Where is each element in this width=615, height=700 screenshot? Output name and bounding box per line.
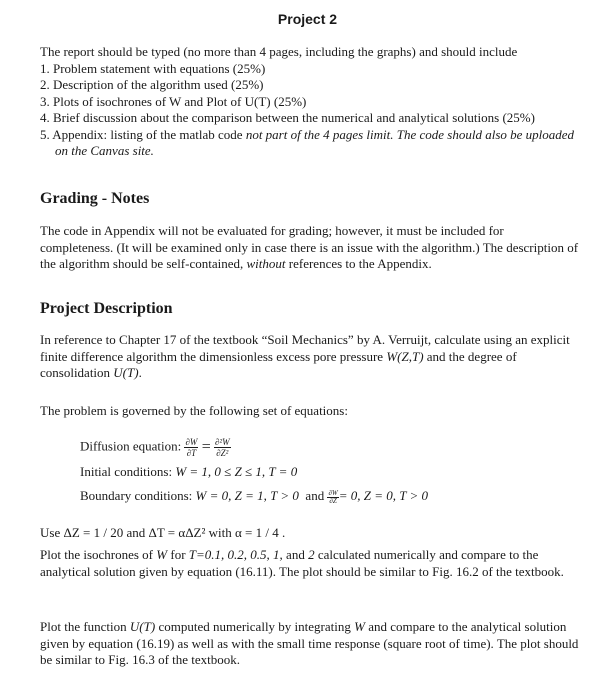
text: and	[282, 547, 309, 562]
text: calculated numerically and compare to the analytical solution given by equation (16.11). The plot should be similar to Fig. 16.2 of the textbook.	[40, 547, 564, 579]
description-paragraph	[40, 332, 580, 382]
list-item: 4. Brief discussion about the comparison between the numerical and analytical solutions (25%)	[40, 110, 535, 125]
grading-heading: Grading - Notes	[40, 190, 150, 207]
list-item: 3. Plots of isochrones of W and Plot of U(T) (25%)	[40, 93, 307, 109]
text: for	[167, 547, 189, 562]
text: 2	[308, 547, 315, 562]
text: and	[298, 488, 328, 503]
text: W	[156, 547, 168, 562]
text: The code in Appendix will not be evaluated for grading; however, it must be included for completeness. (It will be examined only in case there is an issue with the algorithm.) The description of the algorithm should be self-contained,	[40, 223, 579, 271]
text: U(T)	[113, 365, 139, 380]
text: Plot the function	[40, 619, 130, 634]
step-sizes: Use ΔZ = 1 / 20 and ΔT = αΔZ² with α = 1 / 4 .	[40, 525, 286, 540]
text: and the degree of consolidation	[40, 348, 517, 380]
fraction: $\frac{\partial W}{\partial T}$	[185, 437, 198, 458]
consolidation-paragraph	[40, 619, 580, 669]
fraction: $\frac{\partial W}{\partial Z}$	[328, 488, 338, 505]
text: references to the Appendix.	[285, 256, 432, 271]
description-heading: Project Description	[40, 300, 173, 317]
problem-intro: The problem is governed by the following set of equations:	[40, 403, 348, 418]
boundary-conditions	[80, 488, 428, 505]
requirements	[40, 44, 580, 160]
label: Boundary conditions:	[80, 488, 196, 503]
equation: W = 1, 0 ≤ Z ≤ 1, T = 0	[175, 464, 298, 479]
item-text: 5. Appendix: listing of the matlab code	[40, 126, 246, 142]
equation: = 0, Z = 0, T > 0	[338, 488, 429, 503]
text: W(Z,T)	[386, 348, 424, 364]
diffusion-equation: Diffusion equation: $\frac{\partial W}{\partial T}$ = $\frac{\text{∂²W}}{\text{∂Z²}}$	[80, 437, 230, 458]
page-title: Project 2	[277, 11, 338, 27]
initial-conditions	[80, 464, 297, 480]
text: computed numerically by integrating	[155, 619, 355, 634]
text: Plot the isochrones of	[40, 547, 157, 562]
text: .	[138, 365, 142, 380]
item-note: not part of the 4 pages limit. The code should also be uploaded on the Canvas site.	[55, 126, 575, 158]
grading-paragraph	[40, 223, 580, 273]
text: In reference to Chapter 17 of the textbook “Soil Mechanics” by A. Verruijt, calculate using an explicit finite difference algorithm the dimensionless excess pore pressure	[40, 332, 570, 364]
label: Diffusion equation:	[80, 438, 182, 454]
text: U(T)	[129, 619, 156, 634]
list-item	[40, 127, 580, 160]
text: and compare to the analytical solution given by equation (16.19) as well as with the small time response (square root of time). The plot should be similar to Fig. 16.3 of the textbook.	[40, 619, 579, 667]
text: W	[354, 619, 365, 634]
text: T=0.1, 0.2, 0.5, 1,	[188, 547, 283, 562]
list-item: 1. Problem statement with equations (25%)	[40, 60, 266, 76]
equation: W = 0, Z = 1, T > 0	[195, 488, 299, 503]
text: without	[246, 256, 286, 271]
fraction: $\frac{\text{∂²W}}{\text{∂Z²}}$	[214, 437, 230, 458]
isochrones-paragraph	[40, 547, 580, 580]
list-item: 2. Description of the algorithm used (25%)	[40, 77, 264, 92]
label: Initial conditions:	[80, 464, 176, 479]
intro-text: The report should be typed (no more than 4 pages, including the graphs) and should include	[40, 44, 518, 59]
